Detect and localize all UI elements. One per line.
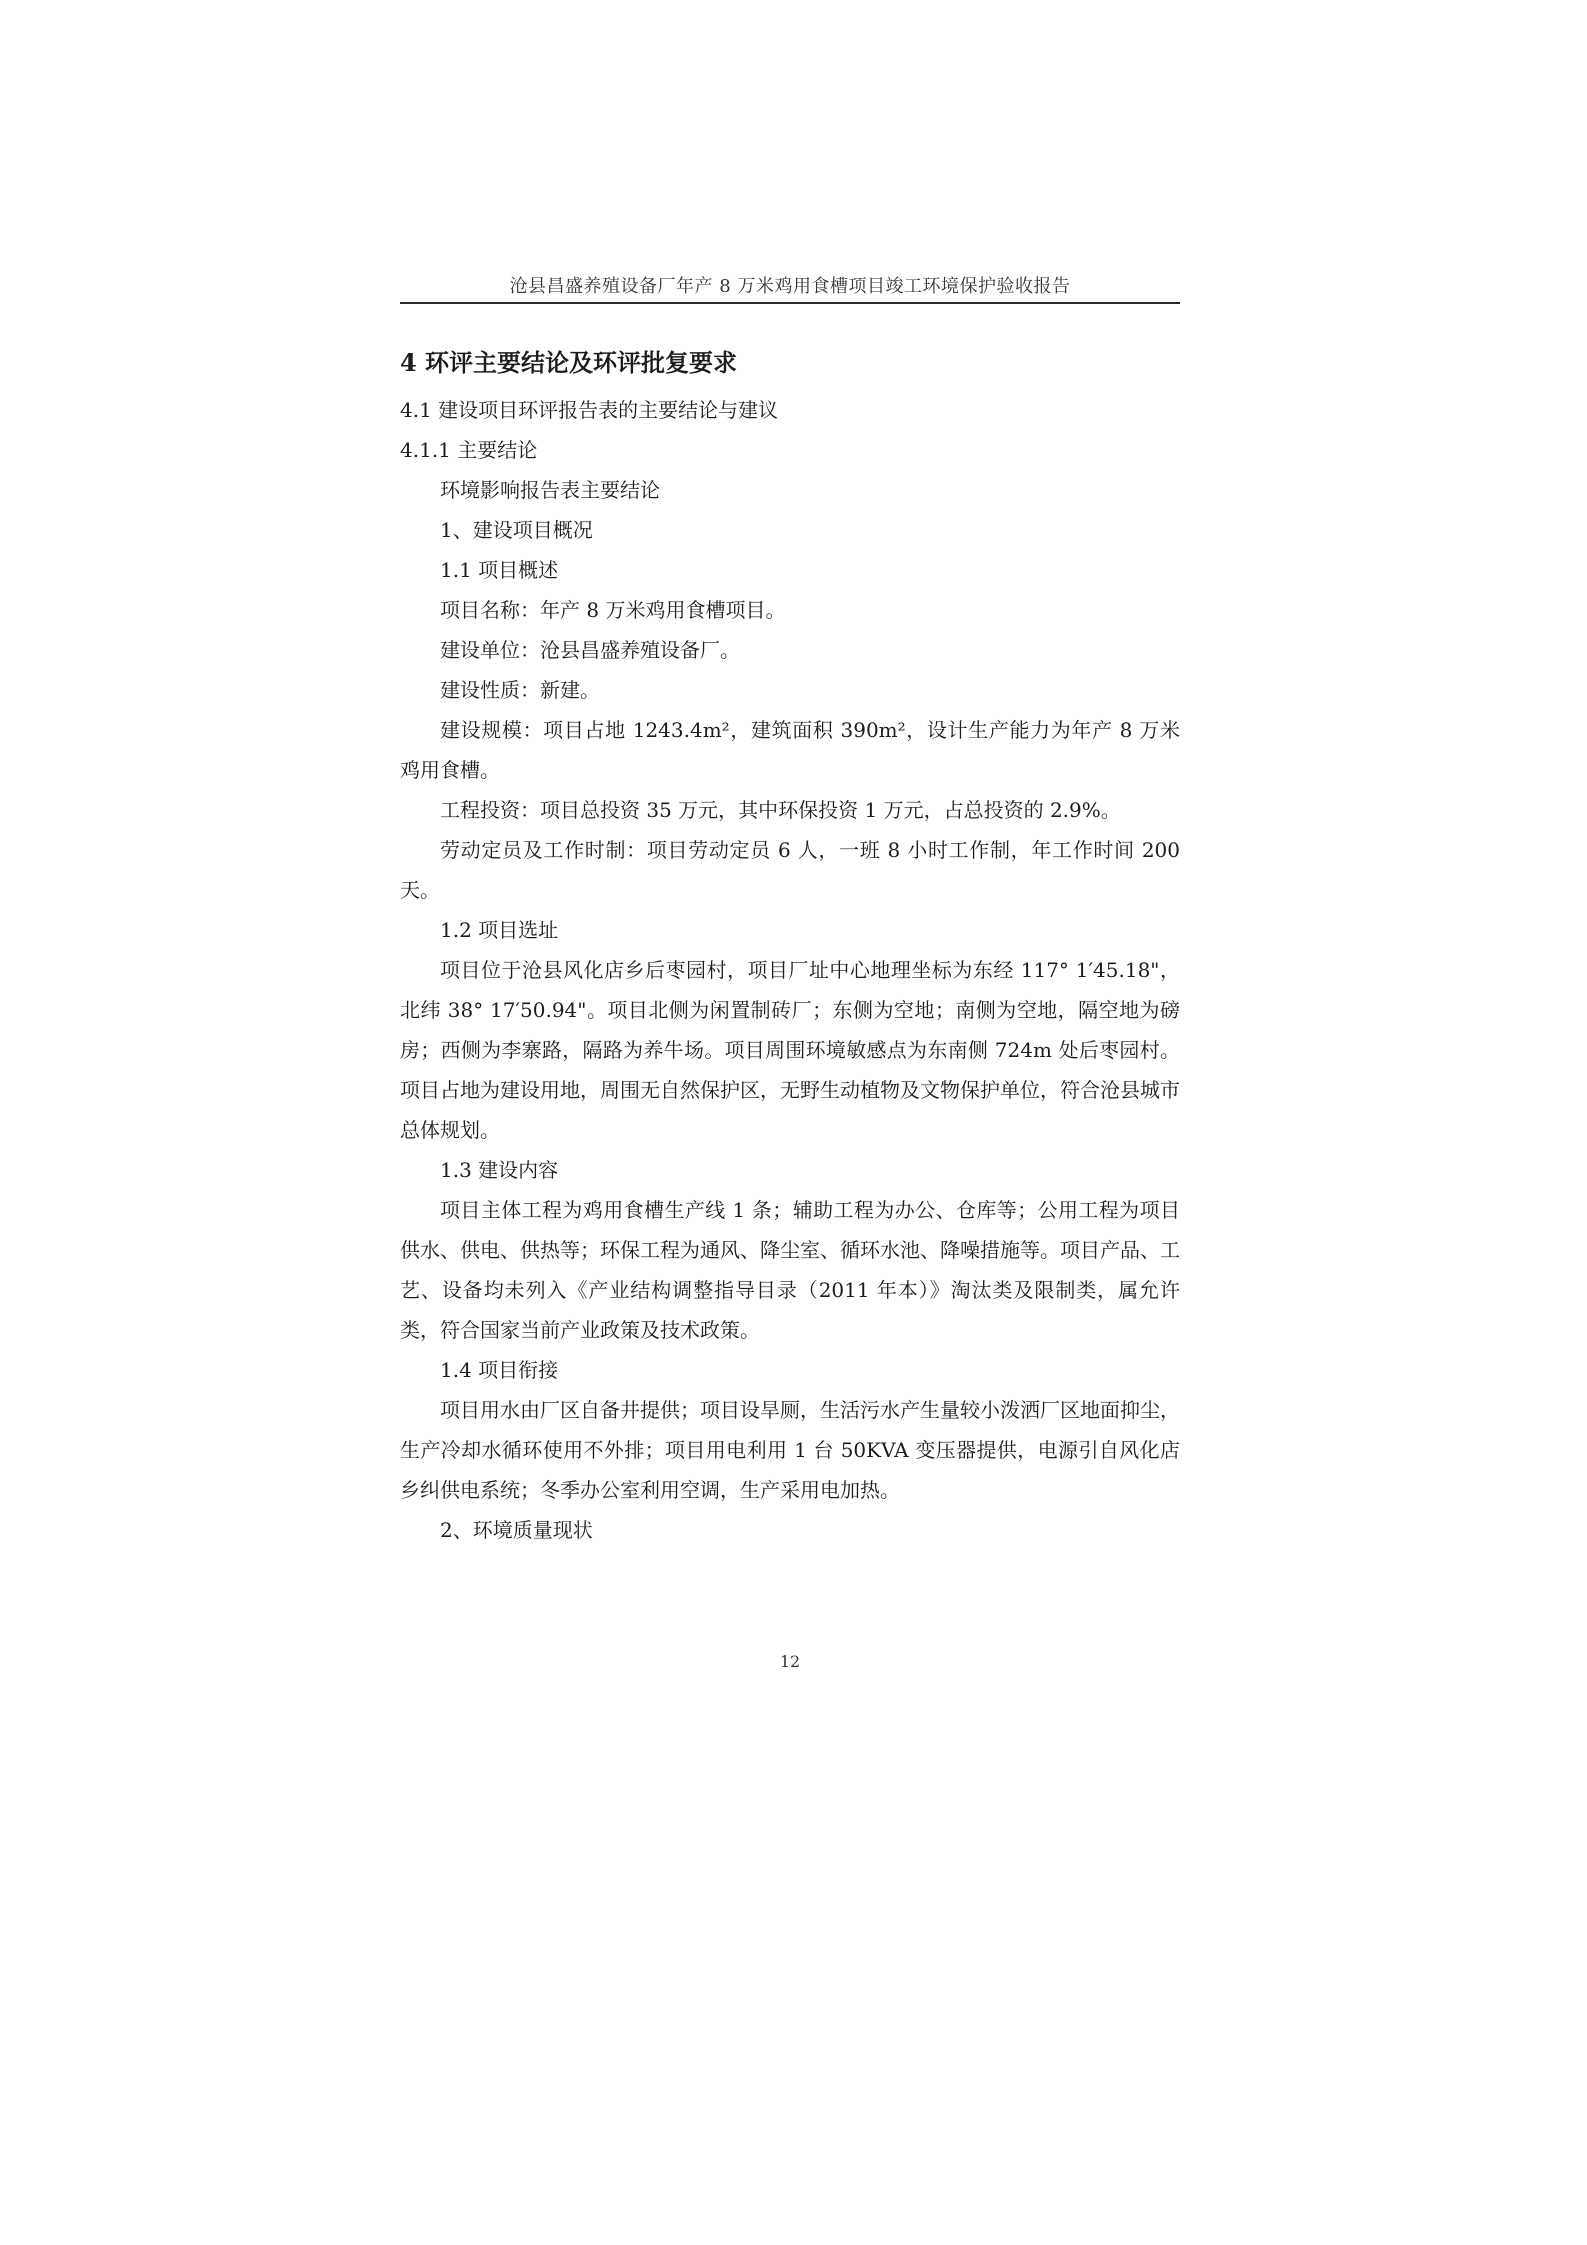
heading-1-2: 1.2 项目选址 [440,918,559,942]
subheading-conclusions: 环境影响报告表主要结论 [440,478,660,502]
section-4-1-1-title: 4.1.1 主要结论 [400,438,538,462]
paragraph-staffing: 劳动定员及工作时制：项目劳动定员 6 人，一班 8 小时工作制，年工作时间 200 天。 [400,838,1180,902]
paragraph-scale: 建设规模：项目占地 1243.4m²，建筑面积 390m²，设计生产能力为年产 8 万米鸡用食槽。 [400,718,1180,782]
header-rule [400,302,1180,304]
heading-1-4: 1.4 项目衔接 [440,1358,559,1382]
paragraph-builder: 建设单位：沧县昌盛养殖设备厂。 [440,638,740,662]
section-4-title: 4 环评主要结论及环评批复要求 [400,348,738,377]
heading-project-overview: 1、建设项目概况 [440,518,593,542]
running-header: 沧县昌盛养殖设备厂年产 8 万米鸡用食槽项目竣工环境保护验收报告 [509,276,1071,297]
paragraph-connection: 项目用水由厂区自备井提供；项目设旱厕，生活污水产生量较小泼洒厂区地面抑尘，生产冷却水循环使用不外排；项目用电利用 1 台 50KVA 变压器提供，电源引自风化店乡纠供电系统；冬季办公室利用空调，生产采用电加热。 [400,1398,1180,1502]
paragraph-location: 项目位于沧县风化店乡后枣园村，项目厂址中心地理坐标为东经 117° 1′45.18"，北纬 38° 17′50.94"。项目北侧为闲置制砖厂；东侧为空地；南侧为空地，隔空地为磅房；西侧为李寨路，隔路为养牛场。项目周围环境敏感点为东南侧 724m 处后枣园村。项目占地为建设用地，周围无自然保护区，无野生动植物及文物保护单位，符合沧县城市总体规划。 [400,958,1180,1142]
paragraph-nature: 建设性质：新建。 [440,678,600,702]
document-body [400,340,1180,1550]
paragraph-investment: 工程投资：项目总投资 35 万元，其中环保投资 1 万元，占总投资的 2.9%。 [440,798,1121,822]
heading-1-1: 1.1 项目概述 [440,558,559,582]
heading-environment-status: 2、环境质量现状 [440,1518,593,1542]
paragraph-construction: 项目主体工程为鸡用食槽生产线 1 条；辅助工程为办公、仓库等；公用工程为项目供水、供电、供热等；环保工程为通风、降尘室、循环水池、降噪措施等。项目产品、工艺、设备均未列入《产业结构调整指导目录（2011 年本）》淘汰类及限制类，属允许类，符合国家当前产业政策及技术政策。 [400,1198,1180,1342]
page-number: 12 [779,1652,801,1671]
section-4-1-title: 4.1 建设项目环评报告表的主要结论与建议 [400,398,779,422]
heading-1-3: 1.3 建设内容 [440,1158,559,1182]
paragraph-project-name: 项目名称：年产 8 万米鸡用食槽项目。 [440,598,786,622]
